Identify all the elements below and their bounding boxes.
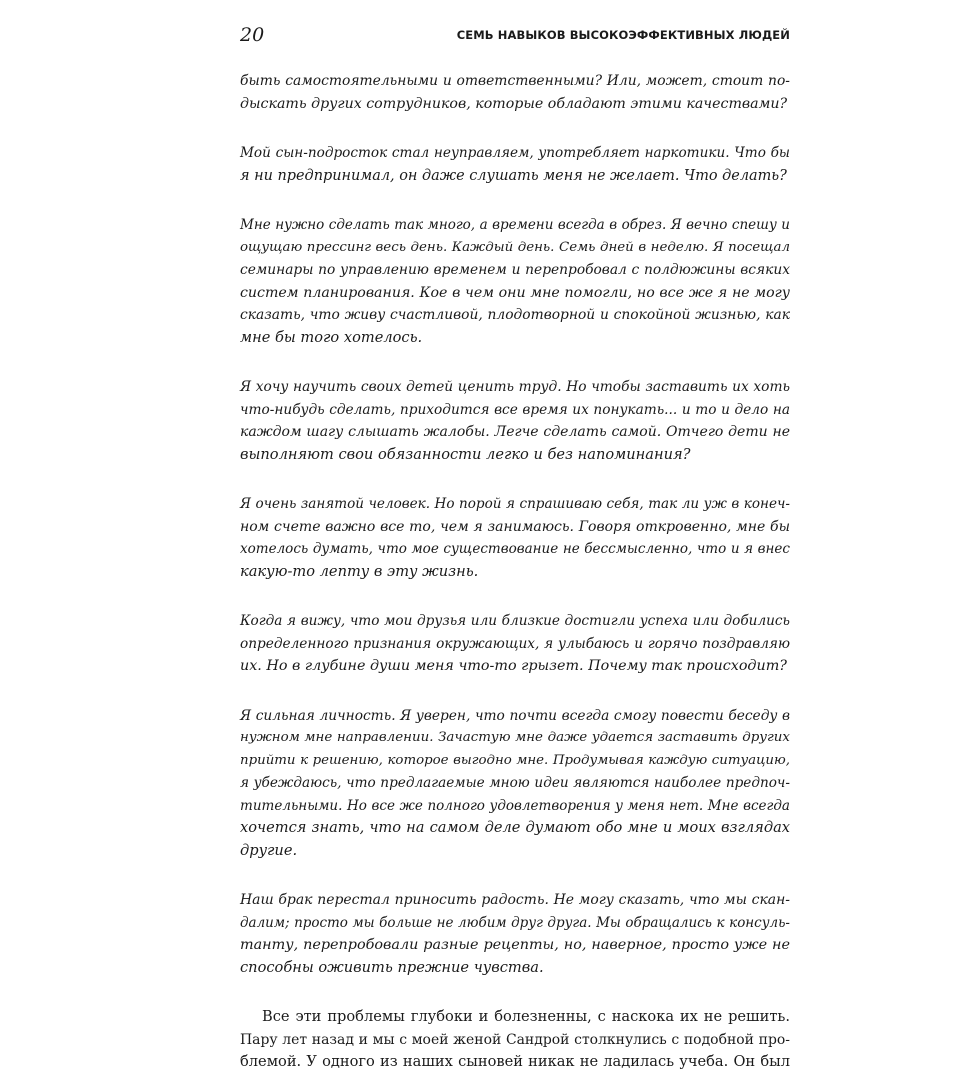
text-line: Я сильная личность. Я уверен, что почти всегда смогу повести беседу в xyxy=(240,707,790,724)
text-line: выполняют свои обязанности легко и без напоминания? xyxy=(240,445,691,463)
text-line: определенного признания окружающих, я улыбаюсь и горячо поздравляю xyxy=(240,635,790,652)
text-line: танту, перепробовали разные рецепты, но, наверное, просто уже не xyxy=(240,937,790,953)
text-line: мне бы того хотелось. xyxy=(240,328,423,346)
running-head xyxy=(240,22,790,50)
text-line: тительными. Но все же полного удовлетворения у меня нет. Мне всегда xyxy=(240,797,790,814)
body-paragraph xyxy=(240,1006,790,1074)
text-line: Наш брак перестал приносить радость. Не могу сказать, что мы скан- xyxy=(240,892,790,908)
page-content xyxy=(240,70,790,1074)
text-line: семинары по управлению временем и перепробовал с полдюжины всяких xyxy=(240,262,790,278)
text-line: что-нибудь сделать, приходится все время их понукать... и то и дело на xyxy=(240,401,790,418)
text-line: их. Но в глубине души меня что-то грызет. Почему так происходит? xyxy=(240,658,787,674)
text-line: дыскать других сотрудников, которые обладают этими качествами? xyxy=(240,95,788,112)
text-line: Мне нужно сделать так много, а времени всегда в обрез. Я вечно спешу и xyxy=(240,217,790,233)
text-line: быть самостоятельными и ответственными? Или, может, стоит по- xyxy=(240,73,790,89)
quote-paragraph xyxy=(240,705,790,863)
quote-paragraph xyxy=(240,889,790,979)
text-line: я ни предпринимал, он даже слушать меня не желает. Что делать? xyxy=(240,167,787,184)
text-line: прийти к решению, которое выгодно мне. Продумывая каждую ситуацию, xyxy=(240,752,790,768)
page-number: 20 xyxy=(240,24,265,46)
text-line: систем планирования. Кое в чем они мне помогли, но все же я не могу xyxy=(240,284,790,301)
quote-paragraph xyxy=(240,493,790,583)
text-line: другие. xyxy=(240,841,298,859)
text-line: ном счете важно все то, чем я занимаюсь. Говоря откровенно, мне бы xyxy=(240,518,790,535)
text-line: Когда я вижу, что мои друзья или близкие достигли успеха или добились xyxy=(240,613,790,629)
book-title: СЕМЬ НАВЫКОВ ВЫСОКОЭФФЕКТИВНЫХ ЛЮДЕЙ xyxy=(456,28,790,42)
text-line: сказать, что живу счастливой, плодотворной и спокойной жизнью, как xyxy=(240,307,790,323)
text-line: Все эти проблемы глубоки и болезненны, с наскока их не решить. xyxy=(262,1008,790,1025)
text-line: далим; просто мы больше не любим друг друга. Мы обращались к консуль- xyxy=(240,914,790,931)
text-line: хотелось думать, что мое существование не бессмысленно, что и я внес xyxy=(240,541,790,557)
text-line: я убеждаюсь, что предлагаемые мною идеи являются наиболее предпоч- xyxy=(240,775,790,791)
text-line: ощущаю прессинг весь день. Каждый день. Семь дней в неделю. Я посещал xyxy=(240,239,790,255)
quote-paragraph xyxy=(240,214,790,349)
text-line: хочется знать, что на самом деле думают обо мне и моих взглядах xyxy=(240,819,790,836)
quote-paragraph xyxy=(240,70,790,115)
text-line: какую-то лепту в эту жизнь. xyxy=(240,562,479,580)
quote-paragraph xyxy=(240,142,790,187)
text-line: Я очень занятой человек. Но порой я спрашиваю себя, так ли уж в конеч- xyxy=(240,496,790,512)
quote-paragraph xyxy=(240,376,790,466)
text-line: Я хочу научить своих детей ценить труд. Но чтобы заставить их хоть xyxy=(240,379,790,395)
text-line: блемой. У одного из наших сыновей никак не ладилась учеба. Он был xyxy=(240,1053,790,1070)
text-line: каждом шагу слышать жалобы. Легче сделать самой. Отчего дети не xyxy=(240,424,790,440)
text-line: Пару лет назад и мы с моей женой Сандрой столкнулись с подобной про- xyxy=(240,1031,790,1048)
text-line: способны оживить прежние чувства. xyxy=(240,958,544,976)
text-line: Мой сын-подросток стал неуправляем, употребляет наркотики. Что бы xyxy=(240,145,790,161)
quote-paragraph xyxy=(240,610,790,678)
text-line: нужном мне направлении. Зачастую мне даже удается заставить других xyxy=(240,730,790,745)
